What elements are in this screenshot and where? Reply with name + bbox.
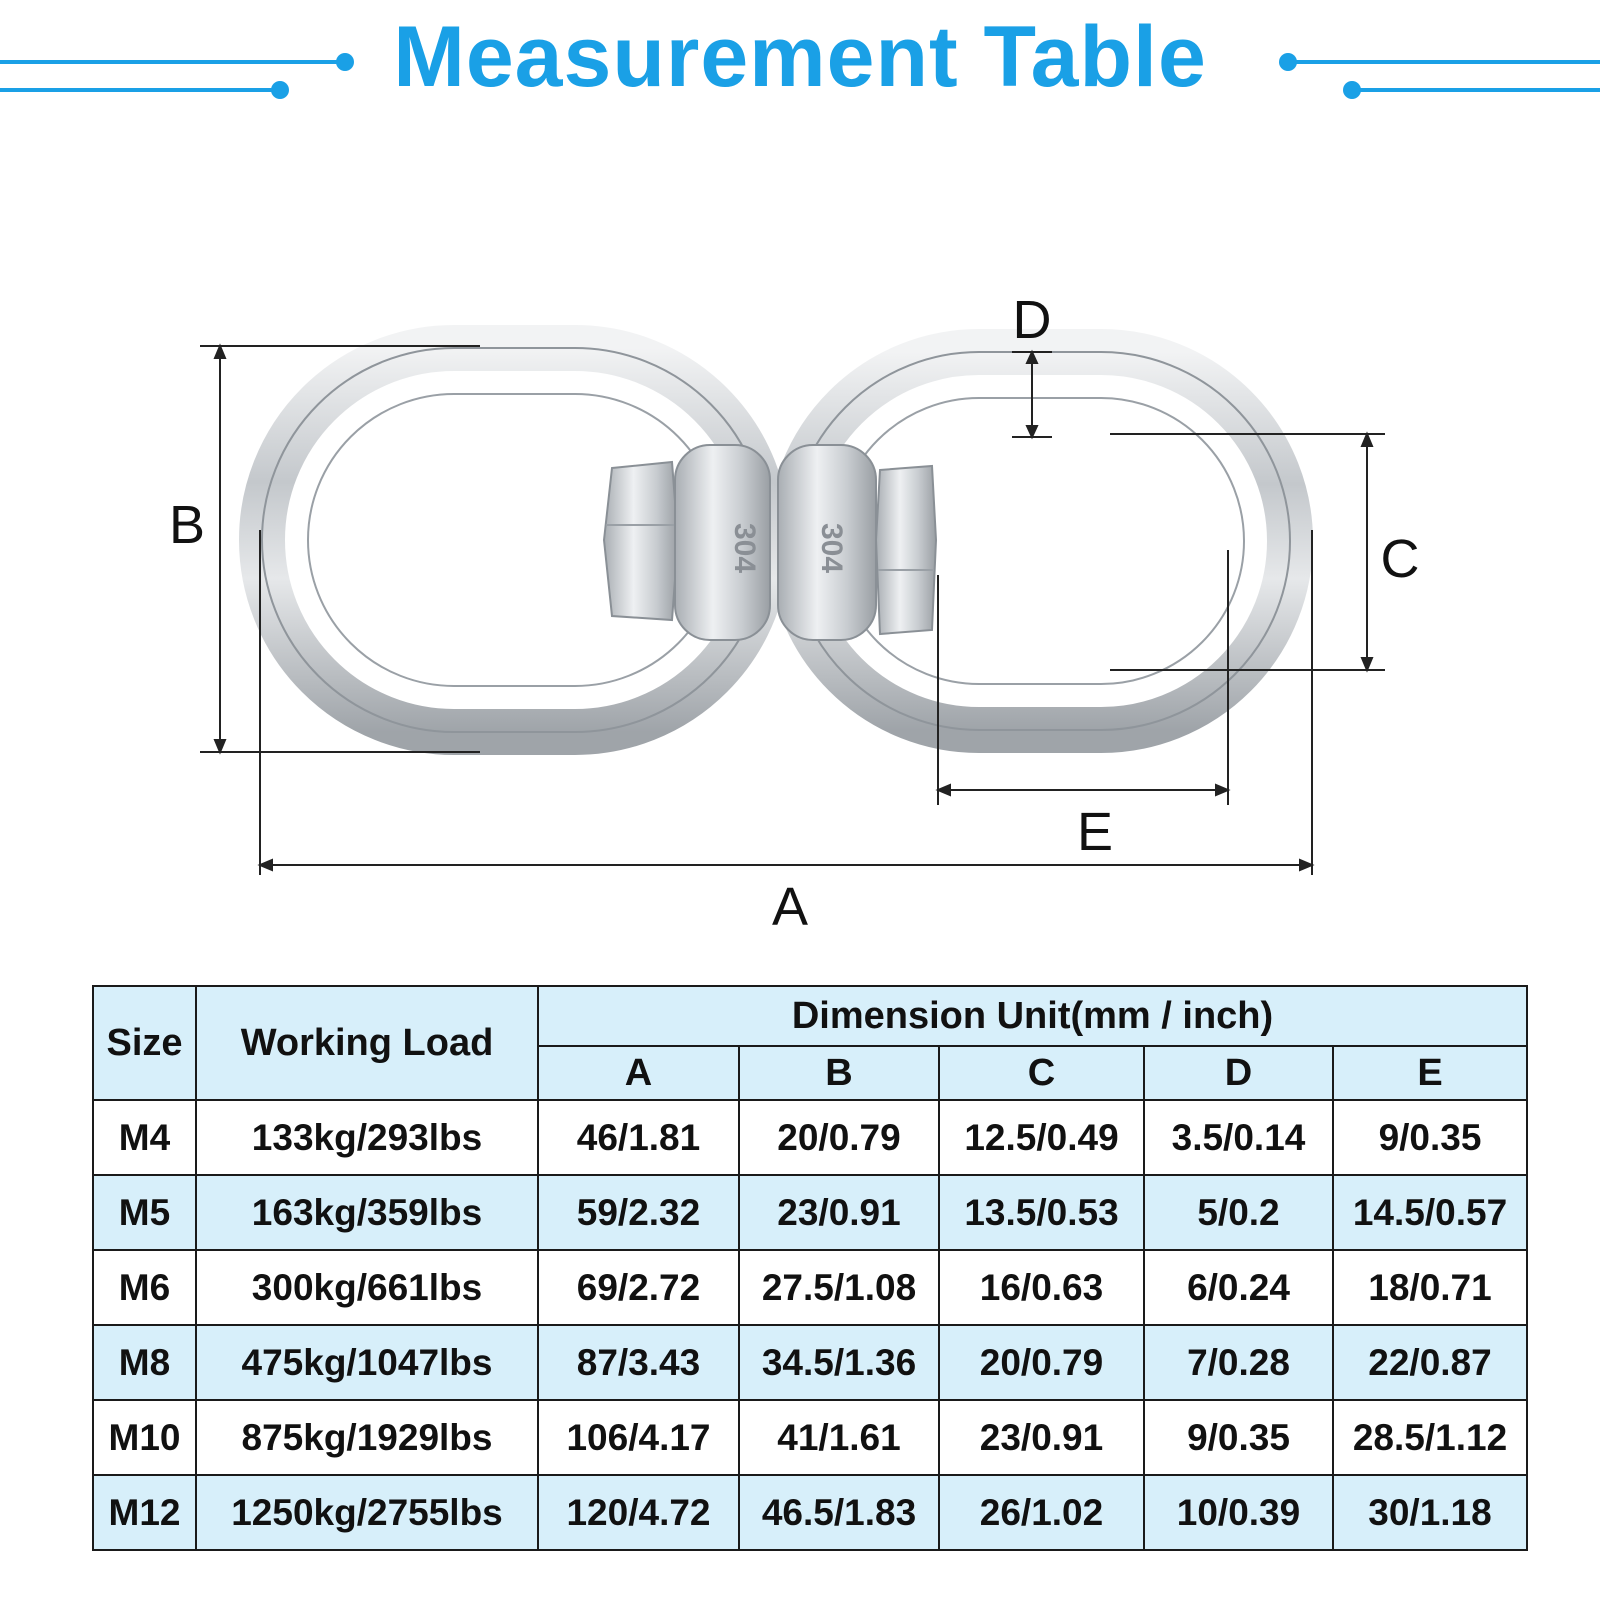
cell-a: 69/2.72 (538, 1250, 739, 1325)
cell-e: 28.5/1.12 (1333, 1400, 1527, 1475)
swivel-diagram (0, 260, 1600, 940)
cell-a: 87/3.43 (538, 1325, 739, 1400)
table-row (93, 1250, 1527, 1325)
header-dim-e: E (1333, 1046, 1527, 1100)
cell-load: 133kg/293lbs (196, 1100, 538, 1175)
stamp-right: 304 (815, 522, 848, 574)
cell-b: 46.5/1.83 (739, 1475, 939, 1550)
header-dim-c: C (939, 1046, 1144, 1100)
cell-size: M5 (93, 1175, 196, 1250)
cell-a: 59/2.32 (538, 1175, 739, 1250)
header-dim-d: D (1144, 1046, 1333, 1100)
cell-e: 30/1.18 (1333, 1475, 1527, 1550)
table-row (93, 1100, 1527, 1175)
cell-c: 23/0.91 (939, 1400, 1144, 1475)
cell-d: 3.5/0.14 (1144, 1100, 1333, 1175)
cell-d: 9/0.35 (1144, 1400, 1333, 1475)
cell-size: M6 (93, 1250, 196, 1325)
cell-a: 106/4.17 (538, 1400, 739, 1475)
label-a: A (771, 877, 809, 937)
header-dim-a: A (538, 1046, 739, 1100)
table-row (93, 1400, 1527, 1475)
cell-a: 120/4.72 (538, 1475, 739, 1550)
cell-d: 7/0.28 (1144, 1325, 1333, 1400)
cell-size: M4 (93, 1100, 196, 1175)
cell-c: 20/0.79 (939, 1325, 1144, 1400)
cell-e: 22/0.87 (1333, 1325, 1527, 1400)
cell-a: 46/1.81 (538, 1100, 739, 1175)
page-title: Measurement Table (393, 9, 1207, 105)
table-row (93, 1175, 1527, 1250)
header-dim-b: B (739, 1046, 939, 1100)
cell-size: M10 (93, 1400, 196, 1475)
table-row (93, 1475, 1527, 1550)
label-e: E (1076, 802, 1114, 862)
cell-d: 6/0.24 (1144, 1250, 1333, 1325)
measurement-table (92, 985, 1528, 1551)
cell-d: 10/0.39 (1144, 1475, 1333, 1550)
cell-e: 18/0.71 (1333, 1250, 1527, 1325)
cell-load: 475kg/1047lbs (196, 1325, 538, 1400)
cell-e: 9/0.35 (1333, 1100, 1527, 1175)
cell-b: 23/0.91 (739, 1175, 939, 1250)
header-working-load: Working Load (196, 986, 538, 1100)
measurement-table-container (92, 985, 1526, 1551)
cell-c: 13.5/0.53 (939, 1175, 1144, 1250)
label-c: C (1380, 529, 1420, 589)
label-b: B (168, 495, 206, 555)
cell-c: 12.5/0.49 (939, 1100, 1144, 1175)
cell-d: 5/0.2 (1144, 1175, 1333, 1250)
stamp-left: 304 (728, 522, 761, 574)
left-nut (604, 462, 678, 620)
cell-load: 1250kg/2755lbs (196, 1475, 538, 1550)
cell-load: 163kg/359lbs (196, 1175, 538, 1250)
cell-b: 41/1.61 (739, 1400, 939, 1475)
header-size: Size (93, 986, 196, 1100)
cell-b: 27.5/1.08 (739, 1250, 939, 1325)
table-row (93, 1325, 1527, 1400)
cell-b: 34.5/1.36 (739, 1325, 939, 1400)
cell-c: 26/1.02 (939, 1475, 1144, 1550)
cell-size: M8 (93, 1325, 196, 1400)
cell-load: 300kg/661lbs (196, 1250, 538, 1325)
label-d: D (1012, 290, 1052, 350)
cell-size: M12 (93, 1475, 196, 1550)
header-dimension-unit: Dimension Unit(mm / inch) (538, 986, 1527, 1046)
cell-e: 14.5/0.57 (1333, 1175, 1527, 1250)
cell-b: 20/0.79 (739, 1100, 939, 1175)
right-nut (876, 466, 936, 634)
cell-load: 875kg/1929lbs (196, 1400, 538, 1475)
cell-c: 16/0.63 (939, 1250, 1144, 1325)
